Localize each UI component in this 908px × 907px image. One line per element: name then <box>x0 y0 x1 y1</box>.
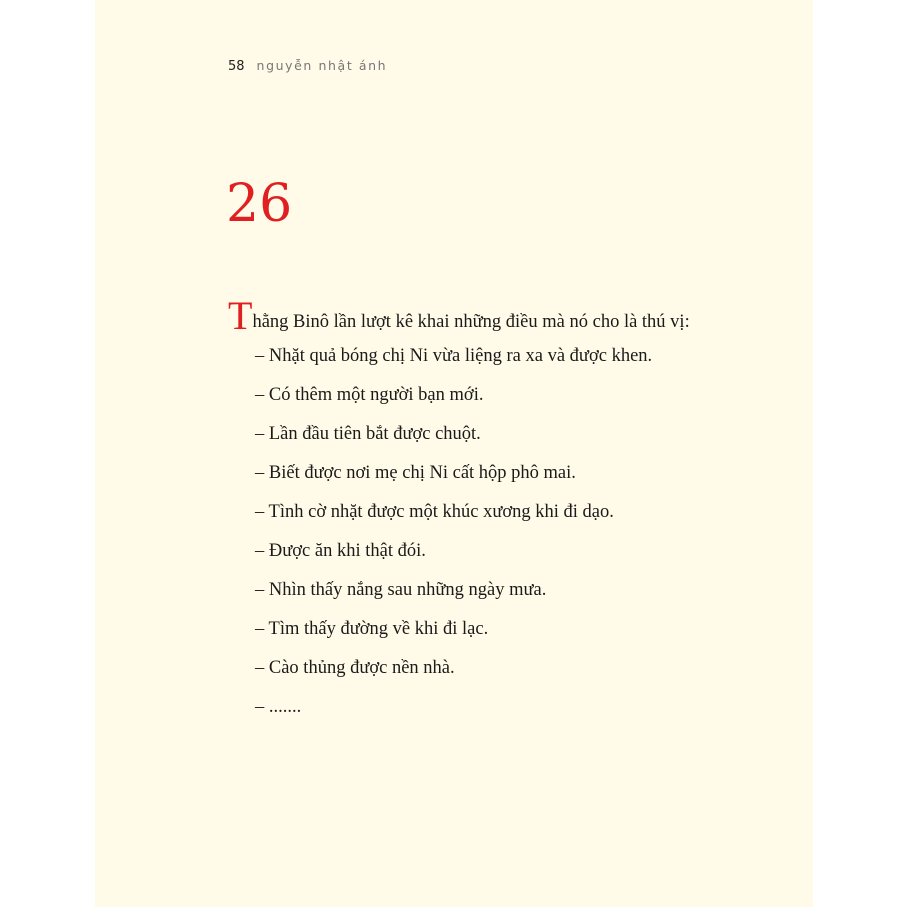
chapter-number: 26 <box>226 174 293 234</box>
intro-text: hằng Binô lần lượt kê khai những điều mà nó cho là thú vị: <box>252 312 690 332</box>
list-item: – Cào thủng được nền nhà. <box>255 658 455 678</box>
list-item: – Tình cờ nhặt được một khúc xương khi đi dạo. <box>255 502 614 522</box>
list-item: – Biết được nơi mẹ chị Ni cất hộp phô mai. <box>255 463 576 483</box>
list-item: – Nhìn thấy nắng sau những ngày mưa. <box>255 580 547 600</box>
list-item: – Được ăn khi thật đói. <box>255 541 426 561</box>
list-item: – Có thêm một người bạn mới. <box>255 385 484 405</box>
list-item: – Tìm thấy đường về khi đi lạc. <box>255 619 489 639</box>
author-name: nguyễn nhật ánh <box>256 58 388 73</box>
intro-paragraph <box>228 293 690 338</box>
drop-cap: T <box>228 293 253 338</box>
list-item: – ....... <box>255 697 302 717</box>
book-page <box>95 0 813 907</box>
list-item: – Nhặt quả bóng chị Ni vừa liệng ra xa và được khen. <box>255 346 653 366</box>
page-number: 58 <box>228 59 245 74</box>
running-header <box>228 58 387 74</box>
list-item: – Lần đầu tiên bắt được chuột. <box>255 424 481 444</box>
